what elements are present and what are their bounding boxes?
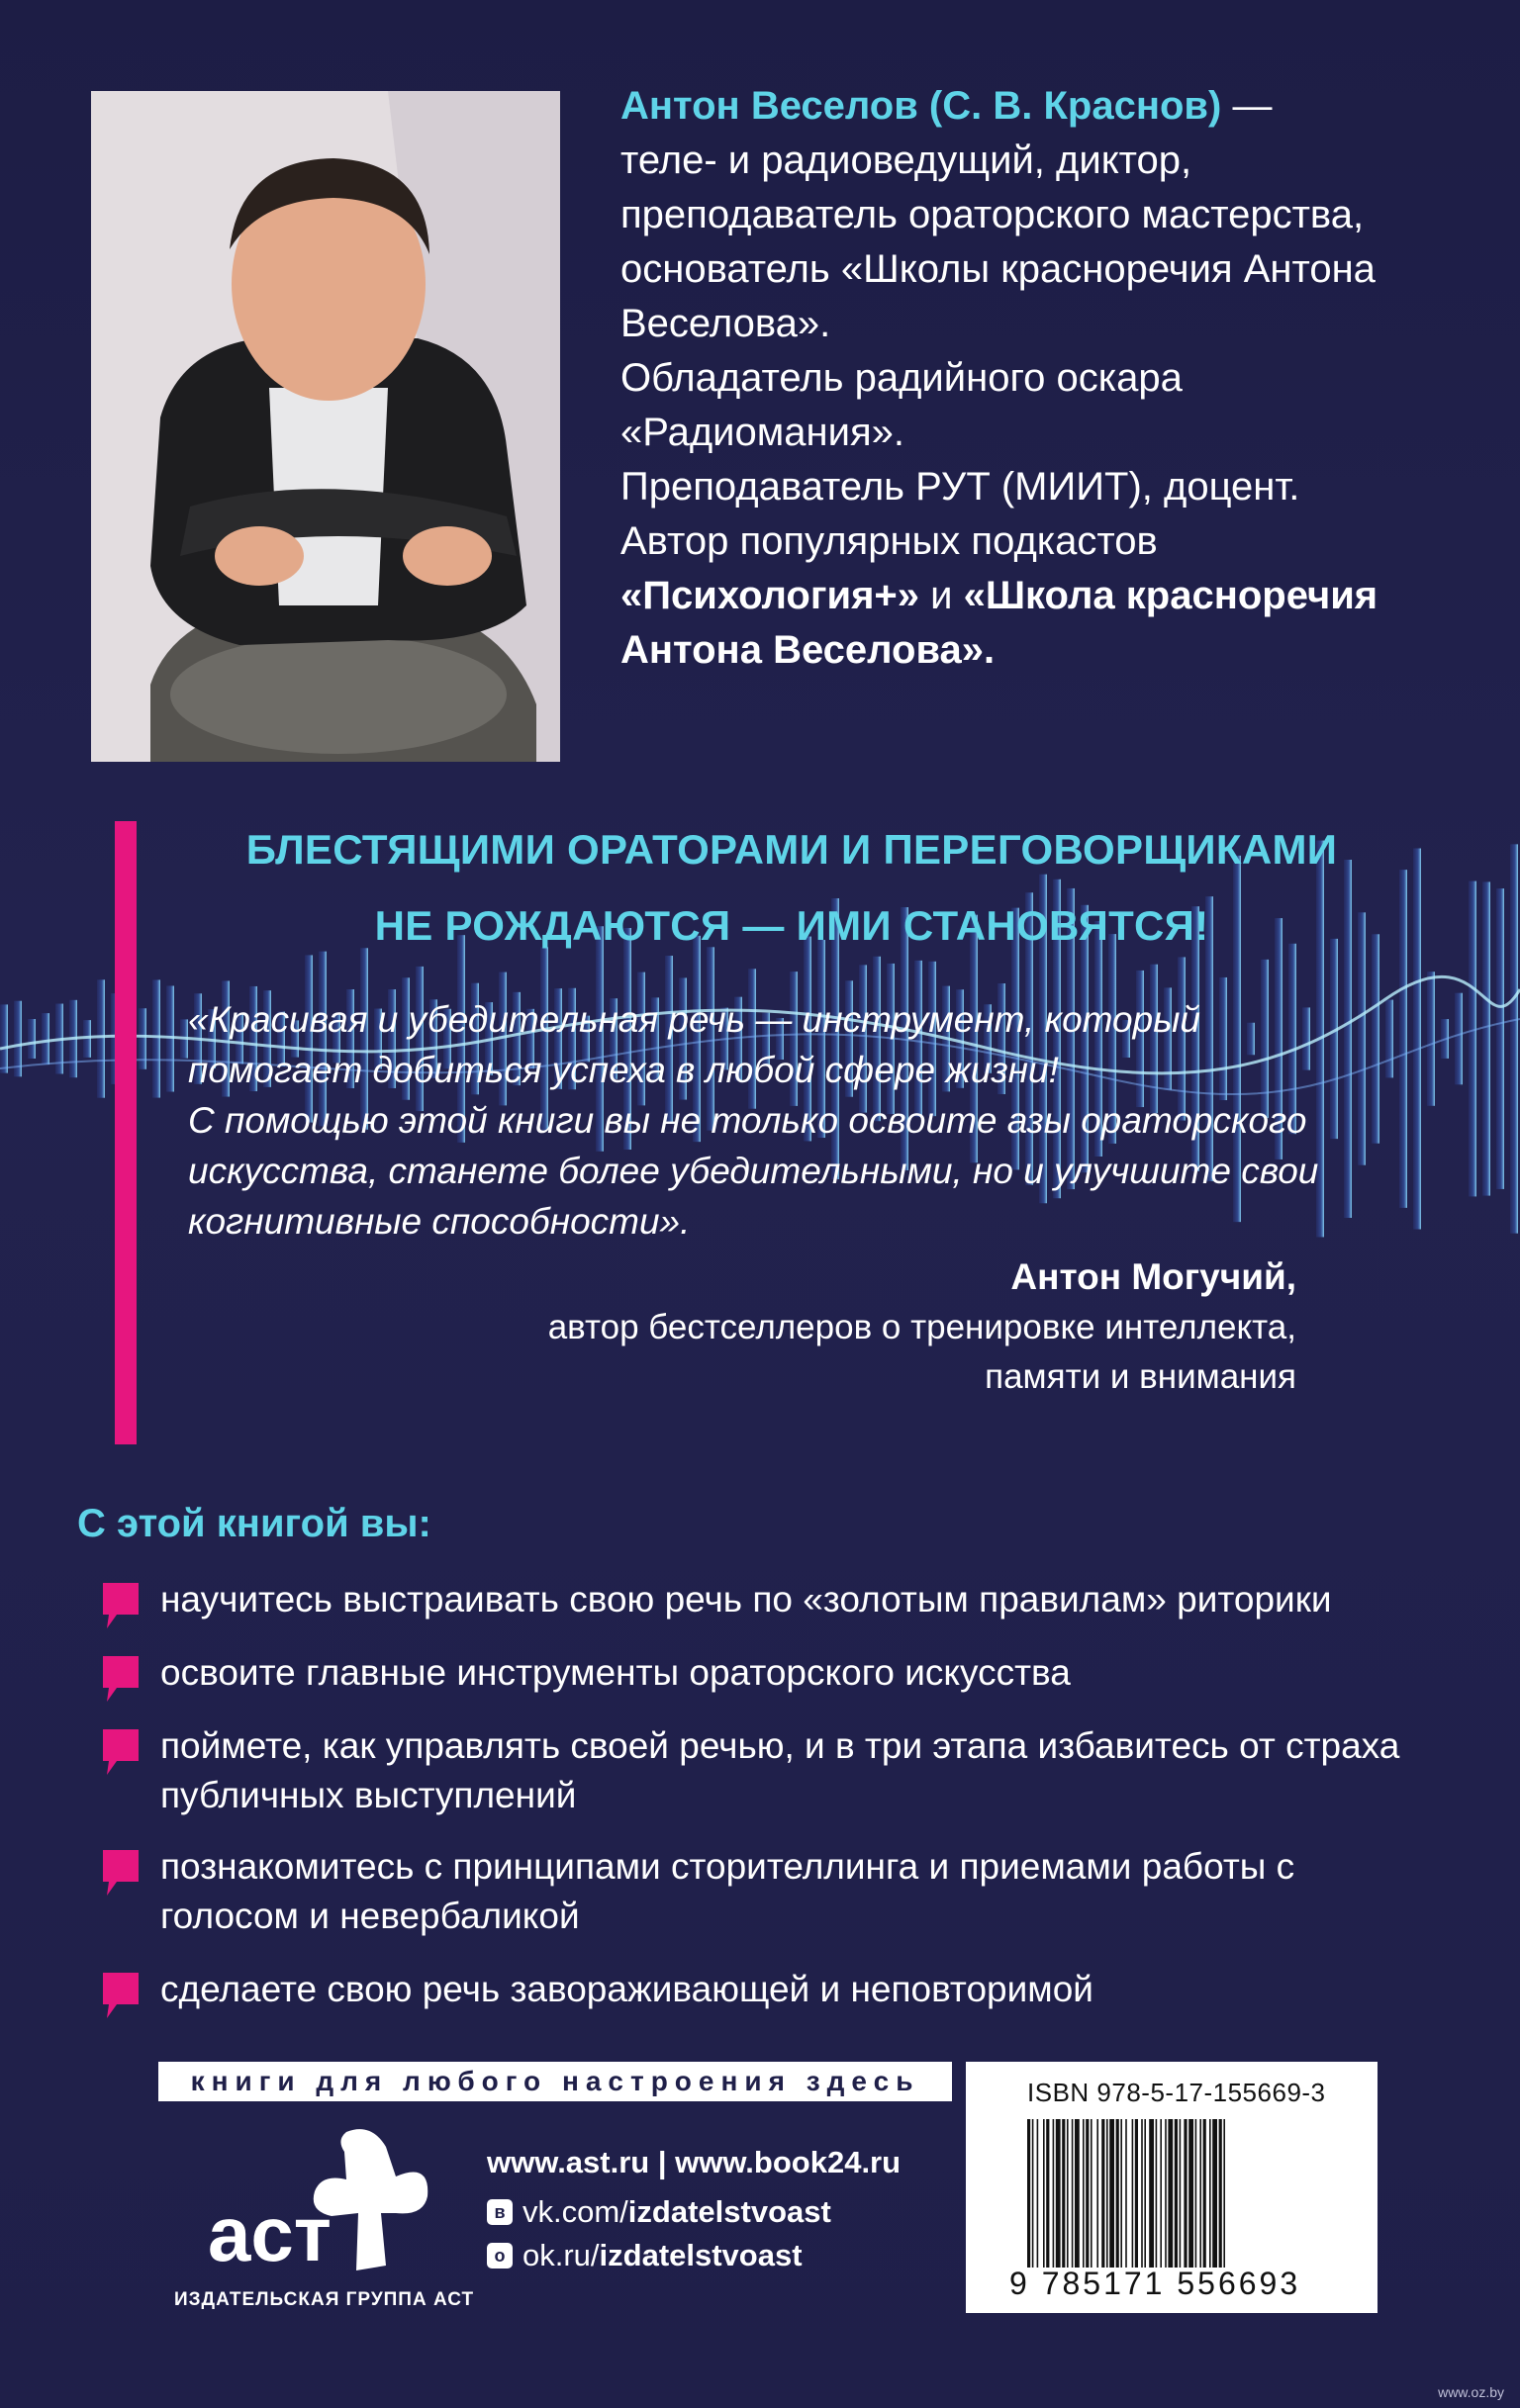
bio-line: теле- и радиоведущий, диктор, — [620, 139, 1192, 182]
waveform-bar — [152, 979, 160, 1097]
barcode-bar — [1053, 2119, 1055, 2268]
waveform-bar — [1469, 881, 1476, 1197]
barcode-bar — [1160, 2119, 1162, 2268]
barcode-bar — [1062, 2119, 1065, 2268]
podcast-name-continuation: Антона Веселова». — [620, 628, 996, 672]
author-name: Антон Веселов (С. В. Краснов) — [620, 84, 1222, 128]
bio-line: преподаватель ораторского мастерства, — [620, 193, 1365, 236]
vk-handle: izdatelstvoast — [627, 2194, 831, 2229]
barcode-bar — [1120, 2119, 1122, 2268]
waveform-bar — [42, 1013, 49, 1065]
benefit-text: научитесь выстраивать свою речь по «золотым правилам» риторики — [160, 1579, 1332, 1620]
author-bio — [620, 79, 1412, 678]
quote-author: Антон Могучий, — [1010, 1256, 1296, 1297]
waveform-bar — [1358, 912, 1366, 1164]
barcode-bar — [1168, 2119, 1173, 2268]
barcode-bar — [1027, 2119, 1030, 2268]
waveform-bar — [1385, 1000, 1393, 1078]
barcode-panel — [966, 2062, 1378, 2313]
vk-prefix: vk.com/ — [522, 2194, 628, 2229]
vk-icon: в — [487, 2199, 513, 2225]
speech-bubble-icon — [103, 1850, 139, 1896]
quote-line: помогает добиться успеха в любой сфере жизни! — [188, 1050, 1059, 1090]
barcode-bar — [1184, 2119, 1187, 2268]
barcode-bar — [1132, 2119, 1134, 2268]
bio-line: Обладатель радийного оскара — [620, 356, 1183, 400]
waveform-bar — [1455, 993, 1463, 1085]
barcode-bar — [1043, 2119, 1045, 2268]
author-portrait-icon — [91, 91, 560, 762]
ok-icon: о — [487, 2243, 513, 2269]
barcode-bar — [1212, 2119, 1217, 2268]
quote-line: когнитивные способности». — [188, 1201, 691, 1242]
barcode-bar — [1096, 2119, 1098, 2268]
barcode-bar — [1056, 2119, 1061, 2268]
author-name-dash: — — [1221, 84, 1273, 128]
accent-bar — [115, 821, 137, 1444]
ok-link[interactable] — [487, 2238, 803, 2273]
benefits-title: С этой книгой вы: — [77, 1502, 431, 1545]
barcode-bar — [1037, 2119, 1039, 2268]
barcode-bar — [1109, 2119, 1114, 2268]
waveform-bar — [1496, 888, 1504, 1189]
bio-line: Веселова». — [620, 302, 831, 345]
quote-line: С помощью этой книги вы не только освоите азы ораторского — [188, 1100, 1307, 1141]
speech-bubble-icon — [103, 1973, 139, 2018]
waveform-bar — [1399, 870, 1407, 1208]
ok-prefix: ok.ru/ — [522, 2238, 600, 2272]
vk-link[interactable] — [487, 2194, 831, 2230]
benefit-text: поймете, как управлять своей речью, и в три этапа избавитесь от страха публичных выступлений — [160, 1725, 1400, 1815]
speech-bubble-icon — [103, 1729, 139, 1775]
waveform-bar — [1510, 844, 1518, 1233]
waveform-bar — [1413, 848, 1421, 1229]
barcode-bar — [1086, 2119, 1089, 2268]
barcode-bar — [1156, 2119, 1158, 2268]
barcode-bar — [1223, 2119, 1225, 2268]
bio-line: Автор популярных подкастов — [620, 519, 1158, 563]
barcode-bar — [1067, 2119, 1069, 2268]
speech-bubble-icon — [103, 1656, 139, 1702]
barcode-bar — [1199, 2119, 1201, 2268]
barcode-bar — [1083, 2119, 1085, 2268]
barcode-bar — [1149, 2119, 1154, 2268]
barcode-bar — [1106, 2119, 1108, 2268]
barcode-bar — [1144, 2119, 1146, 2268]
waveform-bar — [1427, 972, 1435, 1106]
benefit-text: сделаете свою речь завораживающей и неповторимой — [160, 1969, 1093, 2009]
barcode-bar — [1203, 2119, 1206, 2268]
quote-line: искусства, станете более убедительными, но и улучшите свои — [188, 1151, 1319, 1191]
barcode-bar — [1188, 2119, 1193, 2268]
barcode-bar — [1075, 2119, 1080, 2268]
benefit-text: освоите главные инструменты ораторского искусства — [160, 1652, 1071, 1693]
barcode-bar — [1072, 2119, 1074, 2268]
barcode-bar — [1091, 2119, 1092, 2268]
podcast-conjunction: и — [919, 574, 964, 617]
ast-logo-text: аст — [208, 2190, 332, 2277]
barcode-bar — [1165, 2119, 1167, 2268]
isbn-number: ISBN 978-5-17-155669-3 — [1027, 2078, 1326, 2107]
waveform-bar — [1372, 934, 1379, 1143]
publisher-imprint: ИЗДАТЕЛЬСКАЯ ГРУППА АСТ — [174, 2289, 475, 2310]
author-photo — [91, 91, 560, 762]
watermark: www.oz.by — [1438, 2384, 1504, 2400]
barcode-bar — [1141, 2119, 1143, 2268]
barcode-bar — [1209, 2119, 1211, 2268]
waveform-bar — [28, 1019, 36, 1059]
barcode-bar — [1125, 2119, 1127, 2268]
benefit-text: познакомитесь с принципами сторителлинга и приемами работы с голосом и невербаликой — [160, 1846, 1295, 1936]
waveform-bar — [0, 1004, 8, 1072]
podcast-name: «Психология+» — [620, 574, 920, 617]
headline-line-1: БЛЕСТЯЩИМИ ОРАТОРАМИ И ПЕРЕГОВОРЩИКАМИ — [245, 826, 1338, 873]
waveform-bar — [1482, 881, 1490, 1195]
quote-line: «Красивая и убедительная речь — инструмент, который — [188, 999, 1201, 1040]
testimonial-quote — [188, 994, 1326, 1247]
speech-bubble-icon — [103, 1583, 139, 1628]
barcode-digits: 9 785171 556693 — [1009, 2266, 1301, 2301]
barcode-bar — [1101, 2119, 1104, 2268]
barcode-bar — [1180, 2119, 1182, 2268]
barcode-bar — [1175, 2119, 1178, 2268]
headline-line-2: НЕ РОЖДАЮТСЯ — ИМИ СТАНОВЯТСЯ! — [374, 902, 1209, 949]
barcode-bar — [1116, 2119, 1119, 2268]
barcode-bar — [1195, 2119, 1197, 2268]
quote-author-description: памяти и внимания — [985, 1357, 1296, 1396]
ast-logo-icon — [198, 2122, 435, 2285]
publisher-tagline: книги для любого настроения здесь — [158, 2062, 952, 2101]
barcode-bar — [1135, 2119, 1138, 2268]
barcode-bar — [1046, 2119, 1049, 2268]
waveform-bar — [97, 979, 105, 1097]
bio-line: «Радиомания». — [620, 411, 904, 454]
podcast-name: «Школа красноречия — [963, 574, 1378, 617]
quote-author-description: автор бестселлеров о тренировке интеллекта, — [547, 1308, 1296, 1346]
publisher-websites[interactable]: www.ast.ru | www.book24.ru — [487, 2145, 902, 2179]
barcode-bar — [1219, 2119, 1222, 2268]
bio-line: основатель «Школы красноречия Антона — [620, 247, 1376, 291]
waveform-bar — [1330, 939, 1338, 1139]
ok-handle: izdatelstvoast — [599, 2238, 803, 2272]
barcode-icon — [1027, 2119, 1314, 2268]
bio-line: Преподаватель РУТ (МИИТ), доцент. — [620, 465, 1300, 509]
barcode-bar — [1032, 2119, 1034, 2268]
